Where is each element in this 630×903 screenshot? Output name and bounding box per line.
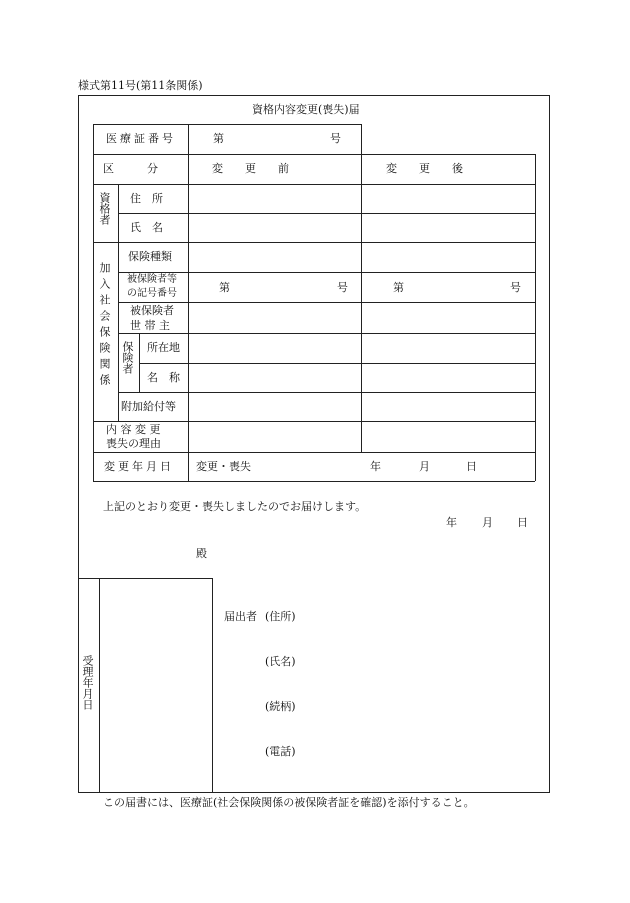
table-line: [188, 124, 189, 481]
table-line: [139, 333, 140, 392]
footer-note: この届書には、医療証(社会保険関係の被保険者証を確認)を添付すること。: [103, 796, 475, 809]
declaration-text: 上記のとおり変更・喪失しましたのでお届けします。: [103, 500, 367, 513]
submit-date-day: 日: [517, 516, 528, 529]
head-label-line2: 世 帯 主: [130, 319, 170, 332]
receipt-box-line: [99, 578, 100, 793]
table-line: [118, 302, 535, 303]
cert-number-go: 号: [330, 132, 341, 145]
table-line: [93, 154, 535, 155]
change-date-day: 日: [466, 460, 477, 473]
addressee-tono: 殿: [196, 547, 207, 560]
column-before: 変 更 前: [212, 162, 289, 175]
applicant-phone-label: (電話): [265, 745, 296, 758]
cert-number-dai: 第: [213, 132, 224, 145]
name-label: 氏 名: [130, 221, 163, 234]
qualified-person-group-label: 資格者: [98, 192, 111, 225]
table-line: [118, 333, 535, 334]
head-label-line1: 被保険者: [130, 304, 174, 317]
insurer-label: 保険者: [121, 341, 134, 374]
symbol-number-label-line2: の記号番号: [127, 288, 177, 299]
table-line: [93, 452, 535, 453]
table-line: [93, 481, 535, 482]
change-date-month: 月: [419, 460, 430, 473]
insurance-type-label: 保険種類: [128, 250, 172, 263]
column-after: 変 更 後: [386, 162, 463, 175]
symbol-number-after-dai: 第: [393, 281, 404, 294]
applicant-address-label: (住所): [265, 610, 296, 623]
cert-number-label: 医療証番号: [106, 132, 176, 145]
form-style-reference: 様式第11号(第11条関係): [78, 79, 203, 92]
change-date-year: 年: [370, 460, 381, 473]
change-date-type: 変更・喪失: [196, 460, 251, 473]
table-line: [118, 392, 535, 393]
additional-benefits-label: 附加給付等: [121, 400, 176, 413]
symbol-number-before-go: 号: [337, 281, 348, 294]
table-line: [118, 184, 119, 421]
submit-date-year: 年: [446, 516, 457, 529]
reason-label-line2: 喪失の理由: [106, 437, 161, 450]
column-kubun: 区 分: [103, 162, 158, 175]
table-line: [361, 124, 362, 452]
table-line: [93, 184, 535, 185]
table-line: [93, 421, 535, 422]
symbol-number-label-line1: 被保険者等: [127, 274, 177, 285]
form-title: 資格内容変更(喪失)届: [252, 103, 360, 116]
receipt-date-label: 受理年月日: [81, 655, 94, 710]
address-label: 住 所: [130, 192, 163, 205]
receipt-box-line: [212, 578, 213, 793]
location-label: 所在地: [147, 341, 180, 354]
symbol-number-before-dai: 第: [219, 281, 230, 294]
table-line: [535, 154, 536, 481]
social-insurance-group-label: 加入社会保険関係: [98, 262, 111, 390]
symbol-number-after-go: 号: [510, 281, 521, 294]
table-line: [118, 213, 535, 214]
table-line: [93, 124, 94, 481]
applicant-label: 届出者: [224, 610, 257, 623]
table-line: [118, 272, 535, 273]
reason-label-line1: 内 容 変 更: [106, 423, 161, 436]
insurer-name-label: 名 称: [147, 371, 180, 384]
table-line: [93, 242, 535, 243]
change-date-label: 変更年月日: [104, 460, 174, 473]
applicant-relation-label: (続柄): [265, 700, 296, 713]
table-line: [139, 363, 535, 364]
applicant-name-label: (氏名): [265, 655, 296, 668]
submit-date-month: 月: [482, 516, 493, 529]
table-line: [93, 124, 361, 125]
